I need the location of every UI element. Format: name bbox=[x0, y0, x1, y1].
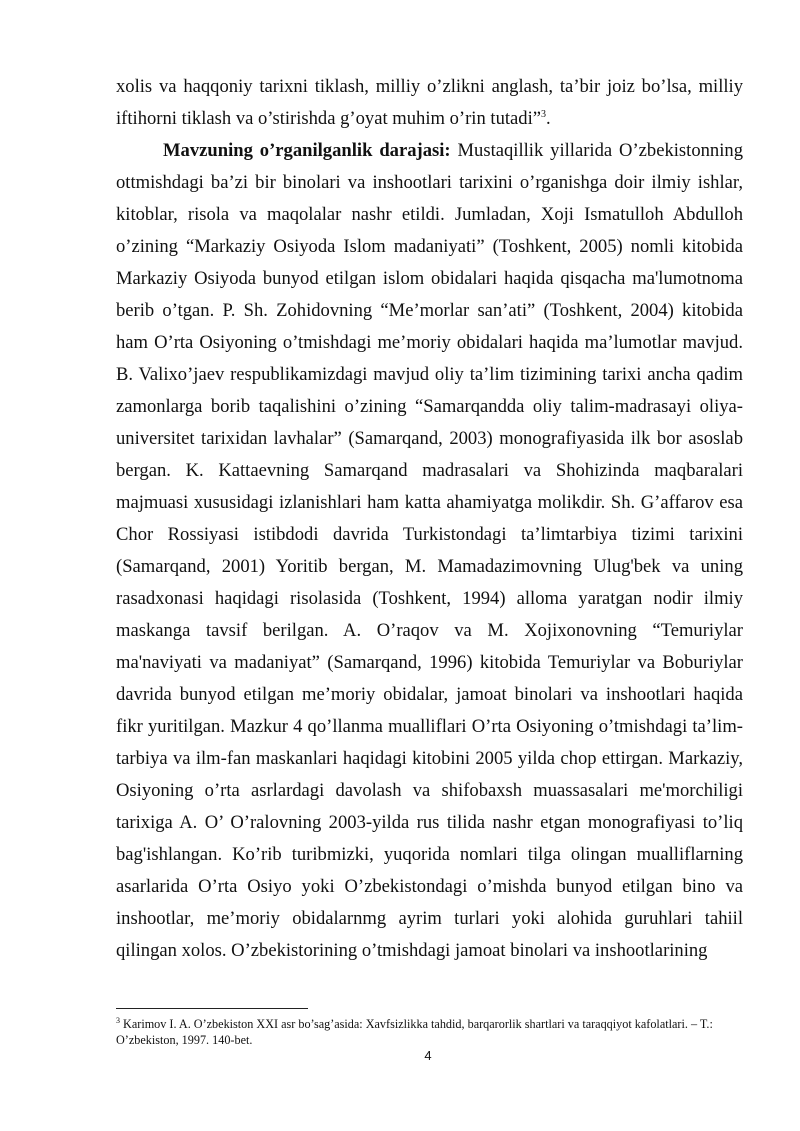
paragraph-end: . bbox=[546, 108, 551, 129]
footnote-marker: 3 bbox=[116, 1015, 120, 1025]
footnote-text: Karimov I. A. O’zbekiston XXI asr bo’sag’asida: Xavfsizlikka tahdid, barqarorlik shartlari va taraqqiyot kafolatlari. – T.: O’zbekiston, 1997. 140-bet. bbox=[116, 1017, 713, 1047]
footnote-separator bbox=[116, 1008, 308, 1009]
page-number: 4 bbox=[424, 1048, 432, 1063]
paragraph-study-level bbox=[116, 135, 743, 967]
paragraph-text: xolis va haqqoniy tarixni tiklash, milliy o’zlikni anglash, ta’bir joiz bo’lsa, milliy iftihorni tiklash va o’stirishda g’oyat muhim o’rin tutadi” bbox=[116, 76, 743, 129]
footnote-reference: 3 bbox=[541, 108, 547, 120]
section-heading-inline: Mavzuning o’rganilganlik darajasi: bbox=[163, 140, 451, 161]
footnote bbox=[116, 1016, 743, 1048]
paragraph-text: Mustaqillik yillarida O’zbekistonning ottmishdagi ba’zi bir binolari va inshootlari tarixini o’rganishga doir ilmiy ishlar, kitoblar, risola va maqolalar nashr etildi. Jumladan, Xoji Ismatulloh Abdulloh o’zining “Markaziy Osiyoda Islom madaniyati” (Toshkent, 2005) nomli kitobida Markaziy Osiyoda bunyod etilgan islom obidalari haqida qisqacha ma'lumotnoma berib o’tgan. P. Sh. Zohidovning “Me’morlar san’ati” (Toshkent, 2004) kitobida ham O’rta Osiyoning o’tmishdagi me’moriy obidalari haqida ma’lumotlar mavjud. B. Valixo’jaev respublikamizdagi mavjud oliy ta’lim tizimining tarixi ancha qadim zamonlarga borib taqalishini o’zining “Samarqandda oliy talim-madrasayi oliya-universitet tarixidan lavhalar” (Samarqand, 2003) monografiyasida ilk bor asoslab bergan. K. Kattaevning Samarqand madrasalari va Shohizinda maqbaralari majmuasi xususidagi izlanishlari ham katta ahamiyatga molikdir. Sh. G’affarov esa Chor Rossiyasi istibdodi davrida Turkistondagi ta’limtarbiya tizimi tarixini (Samarqand, 2001) Yoritib bergan, M. Mamadazimovning Ulug'bek va uning rasadxonasi haqidagi risolasida (Toshkent, 1994) alloma yaratgan nodir ilmiy maskanga tavsif berilgan. A. O’raqov va M. Xojixonovning “Temuriylar ma'naviyati va madaniyat” (Samarqand, 1996) kitobida Temuriylar va Boburiylar davrida bunyod etilgan me’moriy obidalar, jamoat binolari va inshootlari haqida fikr yuritilgan. Mazkur 4 qo’llanma mualliflari O’rta Osiyoning o’tmishdagi ta’lim-tarbiya va ilm-fan maskanlari haqidagi kitobini 2005 yilda chop ettirgan. Markaziy, Osiyoning o’rta asrlardagi davolash va shifobaxsh muassasalari me'morchiligi tarixiga A. O’ O’ralovning 2003-yilda rus tilida nashr etgan monografiyasi to’liq bag'ishlangan. Ko’rib turibmizki, yuqorida nomlari tilga olingan mualliflarning asarlarida O’rta Osiyo yoki O’zbekistondagi o’mishda bunyod etilgan bino va inshootlar, me’moriy obidalarnmg ayrim turlari yoki alohida guruhlari tahiil qilingan xolos. O’zbekistorining o’tmishdagi jamoat binolari va inshootlarining bbox=[116, 140, 743, 961]
body-text bbox=[116, 71, 743, 967]
paragraph-continuation bbox=[116, 71, 743, 135]
